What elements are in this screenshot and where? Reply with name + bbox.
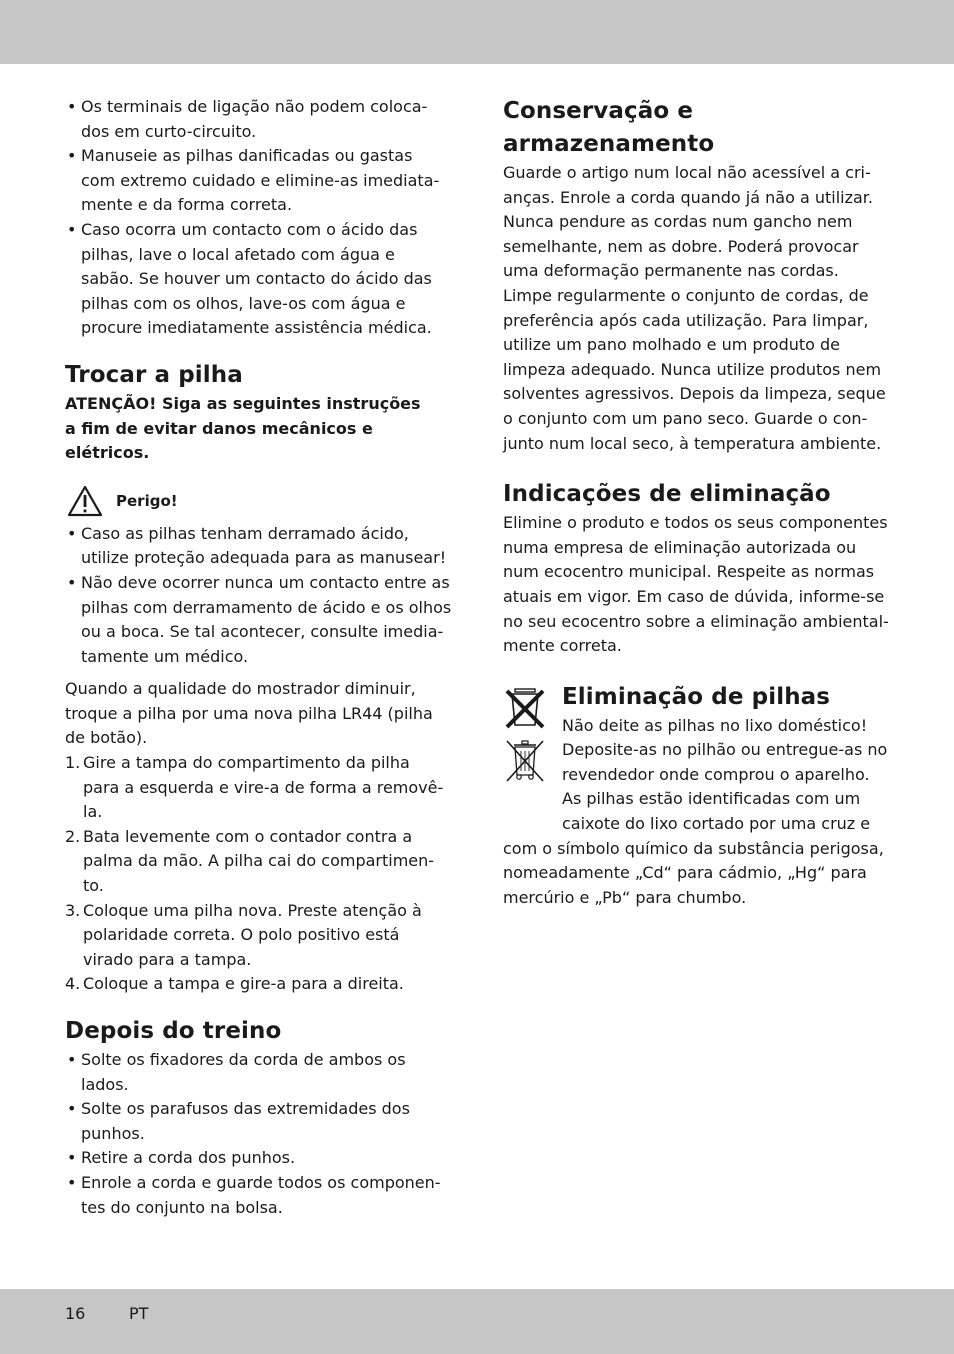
- steps-list: [65, 751, 453, 997]
- list-item: • Não deve ocorrer nunca um contacto entre as pilhas com derramamento de ácido e os olhos ou a boca. Se tal acontecer, consulte imedia- tamente um médico.: [65, 571, 453, 669]
- danger-bullet-list: [65, 522, 453, 670]
- warning-triangle-icon: [67, 485, 103, 517]
- list-item: • Enrole a corda e guarde todos os componen- tes do conjunto na bolsa.: [65, 1171, 453, 1220]
- paragraph: Elimine o produto e todos os seus componentes numa empresa de eliminação autorizada ou num ecocentro municipal. Respeite as normas atuais em vigor. Em caso de dúvida, informe-se no seu ecocentro sobre a eliminação ambiental- mente correta.: [503, 513, 889, 656]
- list-item: • Caso as pilhas tenham derramado ácido, utilize proteção adequada para as manusear!: [65, 522, 453, 571]
- battery-disposal-section: [503, 681, 893, 911]
- right-column: [503, 95, 893, 910]
- step-item: 3. Coloque uma pilha nova. Preste atenção à polaridade correta. O polo positivo está virado para a tampa.: [65, 900, 422, 969]
- crossed-wheelie-bin-icon: [503, 737, 547, 783]
- list-item: • Solte os fixadores da corda de ambos os lados.: [65, 1048, 453, 1097]
- warning-text: ATENÇÃO! Siga as seguintes instruções a fim de evitar danos mecânicos e elétricos.: [65, 393, 421, 463]
- step-item: 4. Coloque a tampa e gire-a para a direita.: [65, 974, 404, 994]
- section-heading-trocar: Trocar a pilha: [65, 361, 243, 388]
- list-item: • Caso ocorra um contacto com o ácido das pilhas, lave o local afetado com água e sabão. Se houver um contacto do ácido das pilhas com os olhos, lave-os com água e procure imediatamente assistência médica.: [65, 218, 453, 341]
- left-column: [65, 95, 453, 1220]
- section-heading-conservacao: Conservação e armazenamento: [503, 98, 715, 157]
- language-code: PT: [129, 1304, 149, 1323]
- depois-bullet-list: [65, 1048, 453, 1220]
- list-item: • Manuseie as pilhas danificadas ou gastas com extremo cuidado e elimine-as imediata- mente e da forma correta.: [65, 144, 453, 218]
- crossed-bin-icon: [503, 685, 547, 731]
- section-heading-depois: Depois do treino: [65, 1018, 282, 1044]
- paragraph: com o símbolo químico da substância perigosa, nomeadamente „Cd“ para cádmio, „Hg“ para mercúrio e „Pb“ para chumbo.: [503, 838, 884, 907]
- danger-notice: [65, 484, 453, 518]
- section-heading-pilhas: Eliminação de pilhas: [562, 683, 831, 710]
- intro-bullet-list: [65, 95, 453, 341]
- paragraph: Guarde o artigo num local não acessível a cri- anças. Enrole a corda quando já não a utilizar. Nunca pendure as cordas num gancho nem semelhante, nem as dobre. Poderá provocar uma deformação permanente nas cordas. Limpe regularmente o conjunto de cordas, de preferência após cada utilização. Para limpar, utilize um pano molhado e um produto de limpeza adequado. Nunca utilize produtos nem solventes agressivos. Depois da limpeza, seque o conjunto com um pano seco. Guarde o con- junto num local seco, à temperatura ambiente.: [503, 163, 886, 453]
- page-number: 16: [65, 1304, 86, 1323]
- list-item: • Os terminais de ligação não podem coloca- dos em curto-circuito.: [65, 95, 453, 144]
- list-item: • Retire a corda dos punhos.: [65, 1146, 453, 1171]
- disposal-icons: [503, 685, 549, 783]
- header-band: [0, 0, 954, 64]
- paragraph: Não deite as pilhas no lixo doméstico! Deposite-as no pilhão ou entregue-as no revendedor onde comprou o aparelho. As pilhas estão identificadas com um caixote do lixo cortado por uma cruz e: [562, 715, 888, 834]
- paragraph: Quando a qualidade do mostrador diminuir, troque a pilha por uma nova pilha LR44 (pilha de botão).: [65, 679, 433, 748]
- step-item: 2. Bata levemente com o contador contra a palma da mão. A pilha cai do compartimen- to.: [65, 826, 435, 896]
- section-heading-indicacoes: Indicações de eliminação: [503, 481, 831, 508]
- list-item: • Solte os parafusos das extremidades dos punhos.: [65, 1097, 453, 1146]
- step-item: 1. Gire a tampa do compartimento da pilha para a esquerda e vire-a de forma a removê- la.: [65, 753, 444, 822]
- danger-label: Perigo!: [116, 491, 178, 510]
